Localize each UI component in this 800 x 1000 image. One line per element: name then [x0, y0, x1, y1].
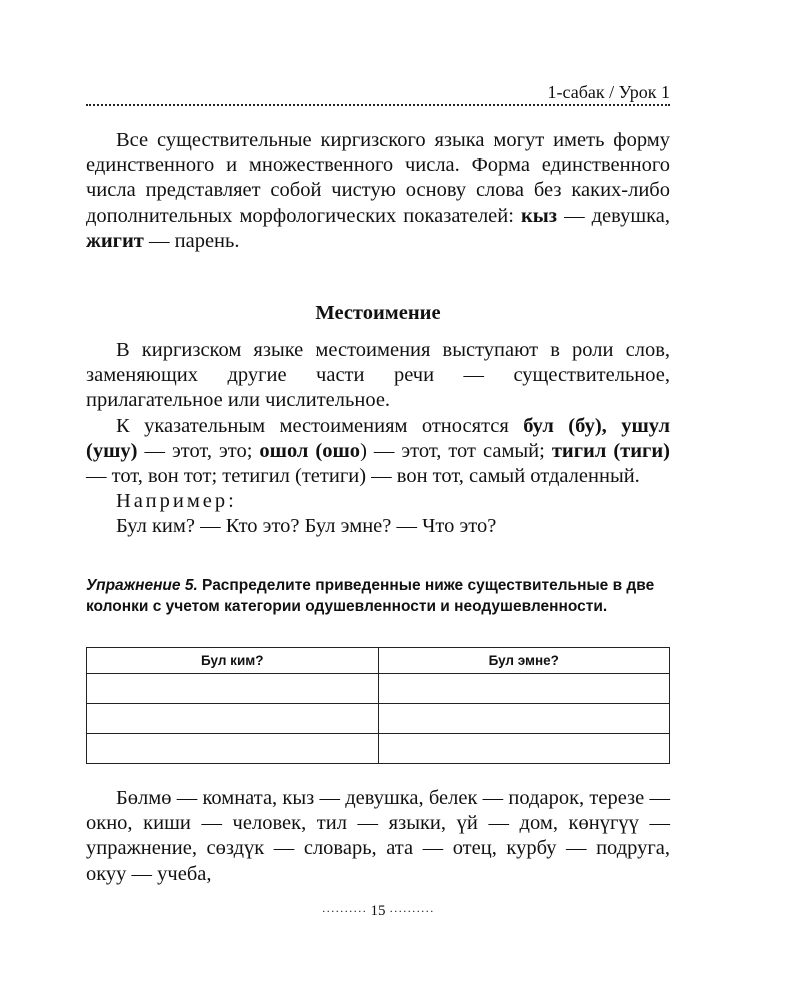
page-number: 15 [370, 903, 386, 919]
footer-dots-right: ·········· [389, 904, 435, 918]
vocabulary-paragraph [86, 786, 670, 887]
intro-text-c: — парень. [143, 229, 240, 252]
intro-text-a: Все существительные киргизского языка могут иметь форму единственного и множественного числа. Форма единственного числа представляет собой чистую основу слова без каких-либо дополнительных морфологических показателей: [86, 129, 670, 227]
table-cell [87, 734, 379, 764]
exercise-text: Распределите приведенные ниже существительные в две колонки с учетом категории одушевленности и неодушевленности. [86, 577, 655, 615]
table-row [87, 674, 670, 704]
pronoun-paragraph-2 [86, 414, 670, 490]
pronoun-section [86, 338, 670, 540]
pronoun-paragraph-1: В киргизском языке местоимения выступают в роли слов, заменяющих другие части речи — существительное, прилагательное или числительное. [86, 339, 670, 412]
pronoun-term-tigil: тигил (тиги) [551, 439, 670, 462]
example-label: Например: [116, 490, 237, 513]
example-sentence: Бул ким? — Кто это? Бул эмне? — Что это? [116, 515, 497, 538]
exercise-label: Упражнение 5. [86, 577, 198, 594]
pronoun-term-oshol: ошол (ошо [259, 439, 361, 462]
running-header: 1-сабак / Урок 1 [547, 82, 670, 102]
section-heading: Местоимение [315, 302, 441, 324]
pronoun-text-d: — тот, вон тот; тетигил (тетиги) — вон тот, самый отдаленный. [86, 465, 640, 488]
intro-term-zhigit: жигит [86, 229, 144, 252]
column-header-inanimate: Бул эмне? [378, 648, 670, 674]
table-cell [378, 734, 670, 764]
pronoun-text-b: — этот, это; [137, 439, 260, 462]
vocabulary-text: Бөлмө — комната, кыз — девушка, белек — подарок, терезе — окно, киши — человек, тил — языки, үй — дом, көнүгүү — упражнение, сөздүк — словарь, ата — отец, курбу — подруга, окуу — учеба, [86, 787, 670, 885]
exercise-table [86, 647, 670, 764]
table-header-row [87, 648, 670, 674]
table-cell [378, 674, 670, 704]
column-header-animate: Бул ким? [87, 648, 379, 674]
table-row [87, 704, 670, 734]
exercise-instruction [86, 576, 670, 617]
page-footer [86, 902, 670, 920]
pronoun-text-c: ) — этот, тот самый; [360, 439, 552, 462]
pronoun-term-bul: бул (бу), ушул (ушу) [86, 414, 670, 462]
header-divider [86, 104, 670, 106]
table-cell [87, 674, 379, 704]
footer-dots-left: ·········· [321, 904, 367, 918]
table-row [87, 734, 670, 764]
intro-term-kyz: кыз [520, 204, 558, 227]
table-cell [378, 704, 670, 734]
intro-text-b: — девушка, [557, 204, 671, 227]
table-cell [87, 704, 379, 734]
pronoun-text-a: К указательным местоимениям относятся [116, 414, 524, 437]
intro-paragraph [86, 128, 670, 254]
